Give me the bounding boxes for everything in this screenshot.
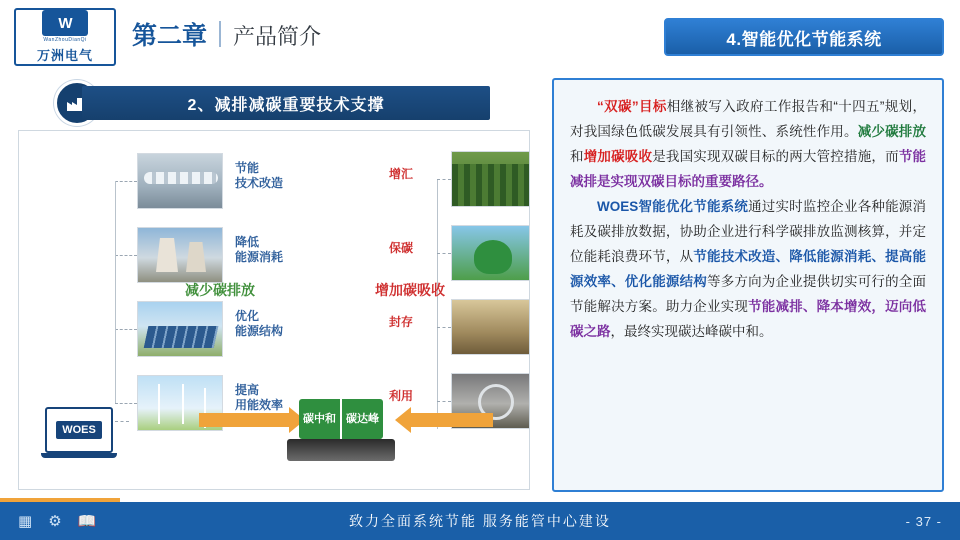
description-panel [552, 78, 944, 492]
chapter-subtitle: 产品简介 [233, 24, 322, 49]
breadcrumb [132, 16, 321, 52]
connector-line [437, 253, 451, 254]
logo-pinyin: WanZhouDianQi [43, 37, 87, 43]
text-run: 通过实时监控企业各种能源消耗及碳排放数据，协助企业进行科学碳排放监测核算，并定位能耗浪费环节，从 [570, 199, 926, 264]
woes-node-base [41, 453, 117, 458]
section-subtitle-bar [82, 86, 490, 120]
diagram-right-label-3: 封存 [389, 315, 414, 329]
connector-line [437, 179, 438, 429]
connector-line [115, 181, 116, 403]
center-base [287, 439, 395, 461]
diagram-right-label-4: 利用 [389, 389, 414, 403]
reduce-emission-label: 减少碳排放 [185, 282, 255, 298]
diagram-label-4: 提高 用能效率 [235, 383, 284, 412]
diagram-label-2: 降低 能源消耗 [235, 235, 284, 264]
section-subtitle-label: 2、减排减碳重要技术支撑 [187, 96, 385, 114]
connector-line [437, 327, 451, 328]
section-tag-label: 4.智能优化节能系统 [726, 29, 882, 49]
text-run: WOES智能优化节能系统 [597, 199, 749, 214]
woes-node [45, 407, 113, 453]
chapter-title: 第二章 [132, 23, 208, 50]
footer [0, 502, 960, 540]
connector-line [115, 329, 137, 330]
diagram-right-label-2: 保碳 [389, 241, 414, 255]
text-run: 减少碳排放 [857, 124, 927, 139]
text-run: ，最终实现碳达峰碳中和。 [610, 324, 773, 339]
section-tag [664, 18, 944, 56]
thumb-solar-image [137, 301, 223, 357]
connector-line [115, 403, 137, 404]
diagram-right-label-1: 增汇 [389, 167, 414, 181]
text-run: 相继被写入政府工作报告和“十四五”规划，对我国绿色低碳发展具有引领性、系统性作用。 [570, 99, 926, 139]
text-run: “双碳”目标 [597, 99, 667, 114]
gear-icon[interactable]: ⚙ [48, 513, 62, 530]
text-run: 节能减排是实现双碳目标的重要路径。 [570, 149, 927, 189]
increase-absorption-label: 增加碳吸收 [375, 282, 445, 298]
carbon-peak-label: 碳达峰 [346, 412, 379, 425]
text-run: 节能技术改造、降低能源消耗、提高能源效率、优化能源结构 [570, 249, 927, 289]
thumb-forest-image [451, 151, 530, 207]
logo-mark-letter: W [58, 14, 72, 32]
grid-icon[interactable]: ▦ [18, 513, 33, 530]
woes-node-label: WOES [56, 421, 102, 439]
thumb-greenland-image [451, 225, 530, 281]
text-run: 增加碳吸收 [583, 149, 653, 164]
footer-slogan: 致力全面系统节能 服务能管中心建设 [349, 513, 611, 529]
logo-company-name: 万洲电气 [36, 48, 93, 63]
connector-line [115, 421, 129, 422]
reduce-emission-arrow [199, 413, 291, 427]
carbon-goal-block [299, 399, 383, 439]
paragraph-2 [570, 194, 926, 344]
carbon-neutral-label: 碳中和 [299, 399, 342, 439]
paragraph-1 [570, 94, 926, 194]
thumb-cooling-tower-image [137, 227, 223, 283]
company-logo [14, 8, 116, 66]
diagram-label-1: 节能 技术改造 [235, 161, 284, 190]
text-run: 节能减排、降本增效，迈向低碳之路 [570, 299, 927, 339]
carbon-flow-diagram [18, 130, 530, 490]
increase-absorption-arrow [411, 413, 493, 427]
title-divider [219, 21, 221, 47]
page-number: - 37 - [905, 513, 942, 529]
text-run: 是我国实现双碳目标的两大管控措施，而 [652, 149, 899, 164]
text-run: 和 [570, 149, 584, 164]
connector-line [437, 179, 451, 180]
connector-line [115, 181, 137, 182]
thumb-pipes-image [137, 153, 223, 209]
connector-line [115, 255, 137, 256]
logo-mark-icon [42, 10, 88, 36]
diagram-label-3: 优化 能源结构 [235, 309, 284, 338]
connector-line [437, 401, 451, 402]
text-run: 等多方向为企业提供切实可行的全面节能解决方案。助力企业实现 [570, 274, 926, 314]
book-icon[interactable]: 📖 [77, 513, 97, 530]
thumb-storage-image [451, 299, 530, 355]
